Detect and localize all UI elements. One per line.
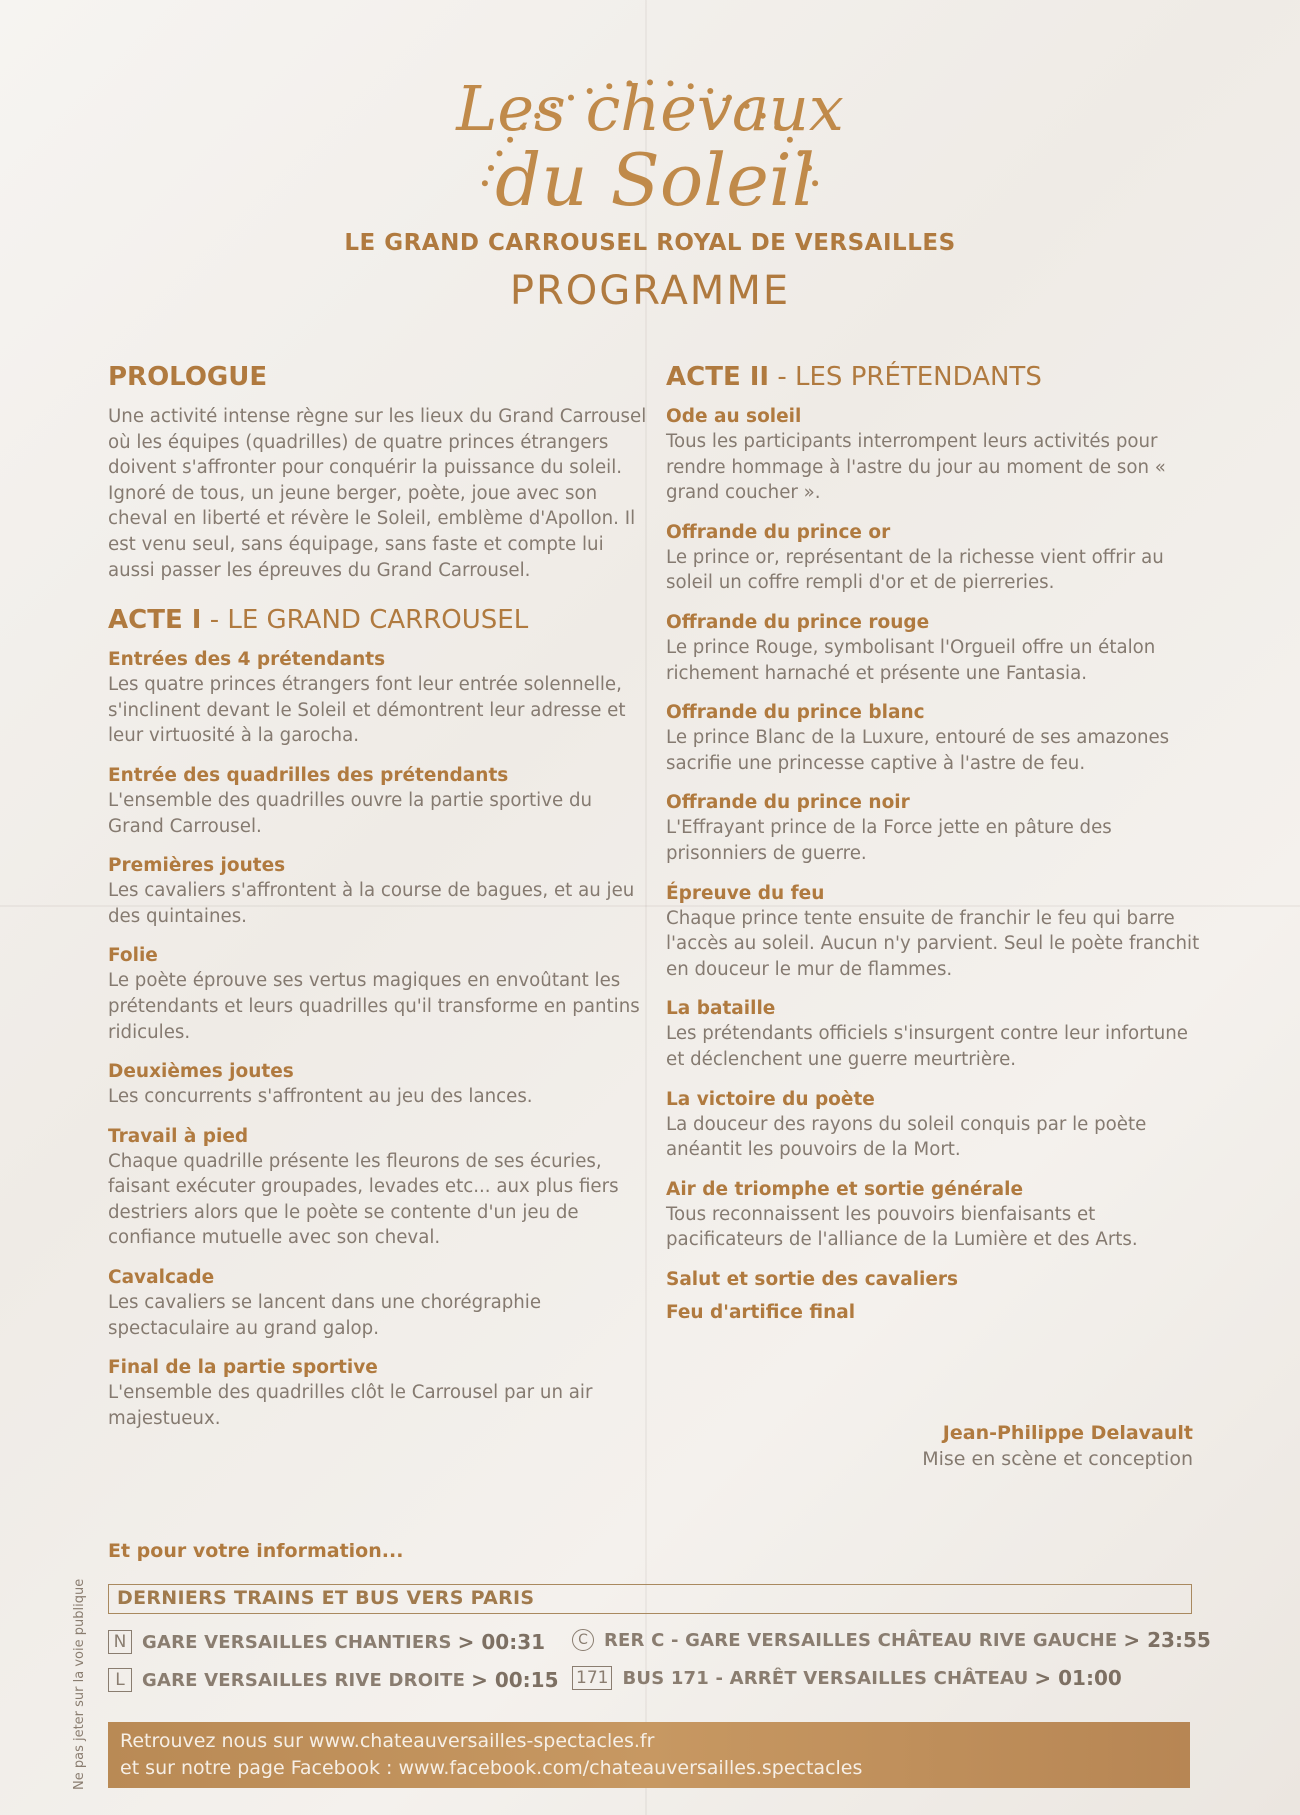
programme-item-title: Entrées des 4 prétendants [108, 649, 386, 671]
programme-item [108, 943, 648, 1045]
page-title: PROGRAMME [509, 268, 791, 314]
les-chevaux-du-soleil-logo [430, 40, 870, 230]
programme-item-title: Travail à pied [108, 1125, 249, 1147]
sun-dot [488, 165, 494, 171]
programme-item-title: Final de la partie sportive [108, 1357, 378, 1379]
programme-item [666, 996, 1206, 1072]
line-l-icon: L [108, 1668, 132, 1692]
train-row [572, 1628, 1211, 1652]
train-name: GARE VERSAILLES CHANTIERS [142, 1631, 452, 1653]
programme-item-title: Salut et sortie des cavaliers [666, 1268, 959, 1290]
programme-item-title: Offrande du prince noir [666, 792, 910, 814]
programme-item-body: Les prétendants officiels s'insurgent contre leur infortune et déclenchent une guerre meurtrière. [666, 1023, 1189, 1070]
programme-item-body: Le prince Blanc de la Luxure, entouré de ses amazones sacrifie une princesse captive à l'astre de feu. [666, 727, 1170, 774]
programme-item-title: Ode au soleil [666, 406, 802, 427]
train-row [108, 1668, 559, 1692]
train-time: > 00:31 [457, 1630, 546, 1654]
acte2-list [666, 404, 1206, 1325]
programme-item-body: Tous reconnaissent les pouvoirs bienfaisants et pacificateurs de l'alliance de la Lumière et des Arts. [666, 1203, 1138, 1251]
acte1-list [108, 647, 648, 1431]
programme-item [108, 1124, 648, 1251]
programme-item-title: Air de triomphe et sortie générale [666, 1178, 1024, 1200]
programme-item [108, 647, 648, 749]
programme-item [108, 1355, 648, 1431]
programme-item-body: L'ensemble des quadrilles clôt le Carrousel par un air majestueux. [108, 1382, 593, 1429]
programme-item-title: Folie [108, 945, 158, 967]
programme-item [108, 763, 648, 839]
programme-item-title: Entrée des quadrilles des prétendants [108, 764, 509, 786]
programme-item-title: La victoire du poète [666, 1088, 875, 1110]
signature-name: Jean-Philippe Delavault [942, 1422, 1193, 1444]
programme-item [666, 1087, 1206, 1163]
prologue-title: PROLOGUE [108, 362, 268, 392]
programme-item-body: Les quatre princes étrangers font leur entrée solennelle, s'inclinent devant le Soleil et démontrent leur adresse et leur virtuosité à la garocha. [108, 674, 626, 747]
footer-banner [108, 1722, 1190, 1788]
programme-item [666, 700, 1206, 776]
programme-item-title: Offrande du prince or [666, 521, 891, 543]
programme-item-body: Chaque quadrille présente les fleurons de ses écuries, faisant exécuter groupades, levades etc... aux plus fiers destriers alors que le poète se contente d'un jeu de confiance mutuelle avec son cheval. [108, 1150, 619, 1249]
programme-item [666, 1267, 1206, 1292]
left-column [108, 360, 648, 1445]
programme-item [666, 881, 1206, 983]
programme-item [666, 520, 1206, 596]
facebook-link[interactable]: et sur notre page Facebook : www.facebook.com/chateauversailles.spectacles [120, 1757, 863, 1779]
programme-item-title: Deuxièmes joutes [108, 1061, 294, 1083]
sun-dot [482, 180, 488, 186]
logo-line2: du Soleil [495, 138, 815, 222]
signature [666, 1420, 1193, 1472]
programme-item-body: L'ensemble des quadrilles ouvre la partie sportive du Grand Carrousel. [108, 789, 593, 837]
line-n-icon: N [108, 1630, 132, 1654]
programme-item-body: Le prince Rouge, symbolisant l'Orgueil offre un étalon richement harnaché et présente une Fantasia. [666, 636, 1156, 684]
programme-item-body: Les concurrents s'affrontent au jeu des lances. [108, 1086, 533, 1108]
programme-item-title: Feu d'artifice final [666, 1301, 856, 1323]
train-time: > 01:00 [1034, 1666, 1122, 1690]
programme-item-body: L'Effrayant prince de la Force jette en pâture des prisonniers de guerre. [666, 817, 1112, 864]
programme-item-body: Chaque prince tente ensuite de franchir le feu qui barre l'accès au soleil. Aucun n'y parvient. Seul le poète franchit en douceur le mur de flammes. [666, 907, 1200, 980]
train-time: > 23:55 [1123, 1628, 1211, 1652]
prologue-text: Une activité intense règne sur les lieux du Grand Carrousel où les équipes (quadrilles) de quatre princes étrangers doivent s'affronter pour conquérir la puissance du soleil. Ignoré de tous, un jeune berger, poète, joue avec son cheval en liberté et révère le Soleil, emblème d'Apollon. Il est venu seul, sans équipage, sans faste et compte lui aussi passer les épreuves du Grand Carrousel. [108, 406, 647, 581]
trains-box [108, 1584, 1192, 1614]
train-row [572, 1666, 1122, 1690]
programme-item-body: Les cavaliers se lancent dans une chorégraphie spectaculaire au grand galop. [108, 1292, 542, 1339]
programme-item [108, 853, 648, 929]
website-link[interactable]: Retrouvez nous sur www.chateauversailles-spectacles.fr [120, 1730, 655, 1752]
train-name: BUS 171 - ARRÊT VERSAILLES CHÂTEAU [622, 1667, 1029, 1689]
bus-171-icon: 171 [572, 1666, 612, 1690]
programme-item-body: Tous les participants interrompent leurs activités pour rendre hommage à l'astre du jour au moment de son « grand coucher ». [666, 431, 1166, 504]
train-time: > 00:15 [471, 1668, 559, 1692]
programme-item-body: Le prince or, représentant de la richesse vient offrir au soleil un coffre rempli d'or et de pierreries. [666, 546, 1164, 594]
programme-item-title: Premières joutes [108, 855, 286, 877]
acte1-title: ACTE I - LE GRAND CARROUSEL [108, 605, 529, 636]
acte2-title: ACTE II - LES PRÉTENDANTS [666, 362, 1042, 392]
right-column [666, 360, 1206, 1333]
trains-title: DERNIERS TRAINS ET BUS VERS PARIS [117, 1587, 535, 1609]
programme-item-title: La bataille [666, 998, 776, 1020]
logo-line1: Les chevaux [456, 72, 844, 145]
programme-item-title: Épreuve du feu [666, 882, 825, 904]
programme-item-body: La douceur des rayons du soleil conquis par le poète anéantit les pouvoirs de la Mort. [666, 1113, 1147, 1161]
rer-c-icon: C [572, 1629, 594, 1651]
train-name: RER C - GARE VERSAILLES CHÂTEAU RIVE GAUCHE [604, 1629, 1118, 1651]
programme-item [108, 1059, 648, 1110]
train-row [108, 1630, 545, 1654]
programme-item-title: Offrande du prince blanc [666, 702, 925, 724]
programme-item [666, 790, 1206, 866]
programme-item [666, 610, 1206, 686]
programme-item-title: Offrande du prince rouge [666, 611, 930, 633]
programme-item-body: Les cavaliers s'affrontent à la course de bagues, et au jeu des quintaines. [108, 880, 635, 927]
train-name: GARE VERSAILLES RIVE DROITE [142, 1669, 466, 1691]
side-notice: Ne pas jeter sur la voie publique [72, 1578, 87, 1790]
programme-item [666, 1300, 1206, 1325]
info-title: Et pour votre information... [108, 1540, 404, 1562]
subtitle: LE GRAND CARROUSEL ROYAL DE VERSAILLES [344, 230, 956, 256]
programme-item [666, 1177, 1206, 1253]
programme-item-title: Cavalcade [108, 1267, 215, 1289]
programme-item [666, 404, 1206, 506]
programme-item [108, 1265, 648, 1341]
signature-role: Mise en scène et conception [922, 1448, 1193, 1470]
programme-item-body: Le poète éprouve ses vertus magiques en envoûtant les prétendants et leurs quadrilles qu'il transforme en pantins ridicules. [108, 970, 640, 1043]
